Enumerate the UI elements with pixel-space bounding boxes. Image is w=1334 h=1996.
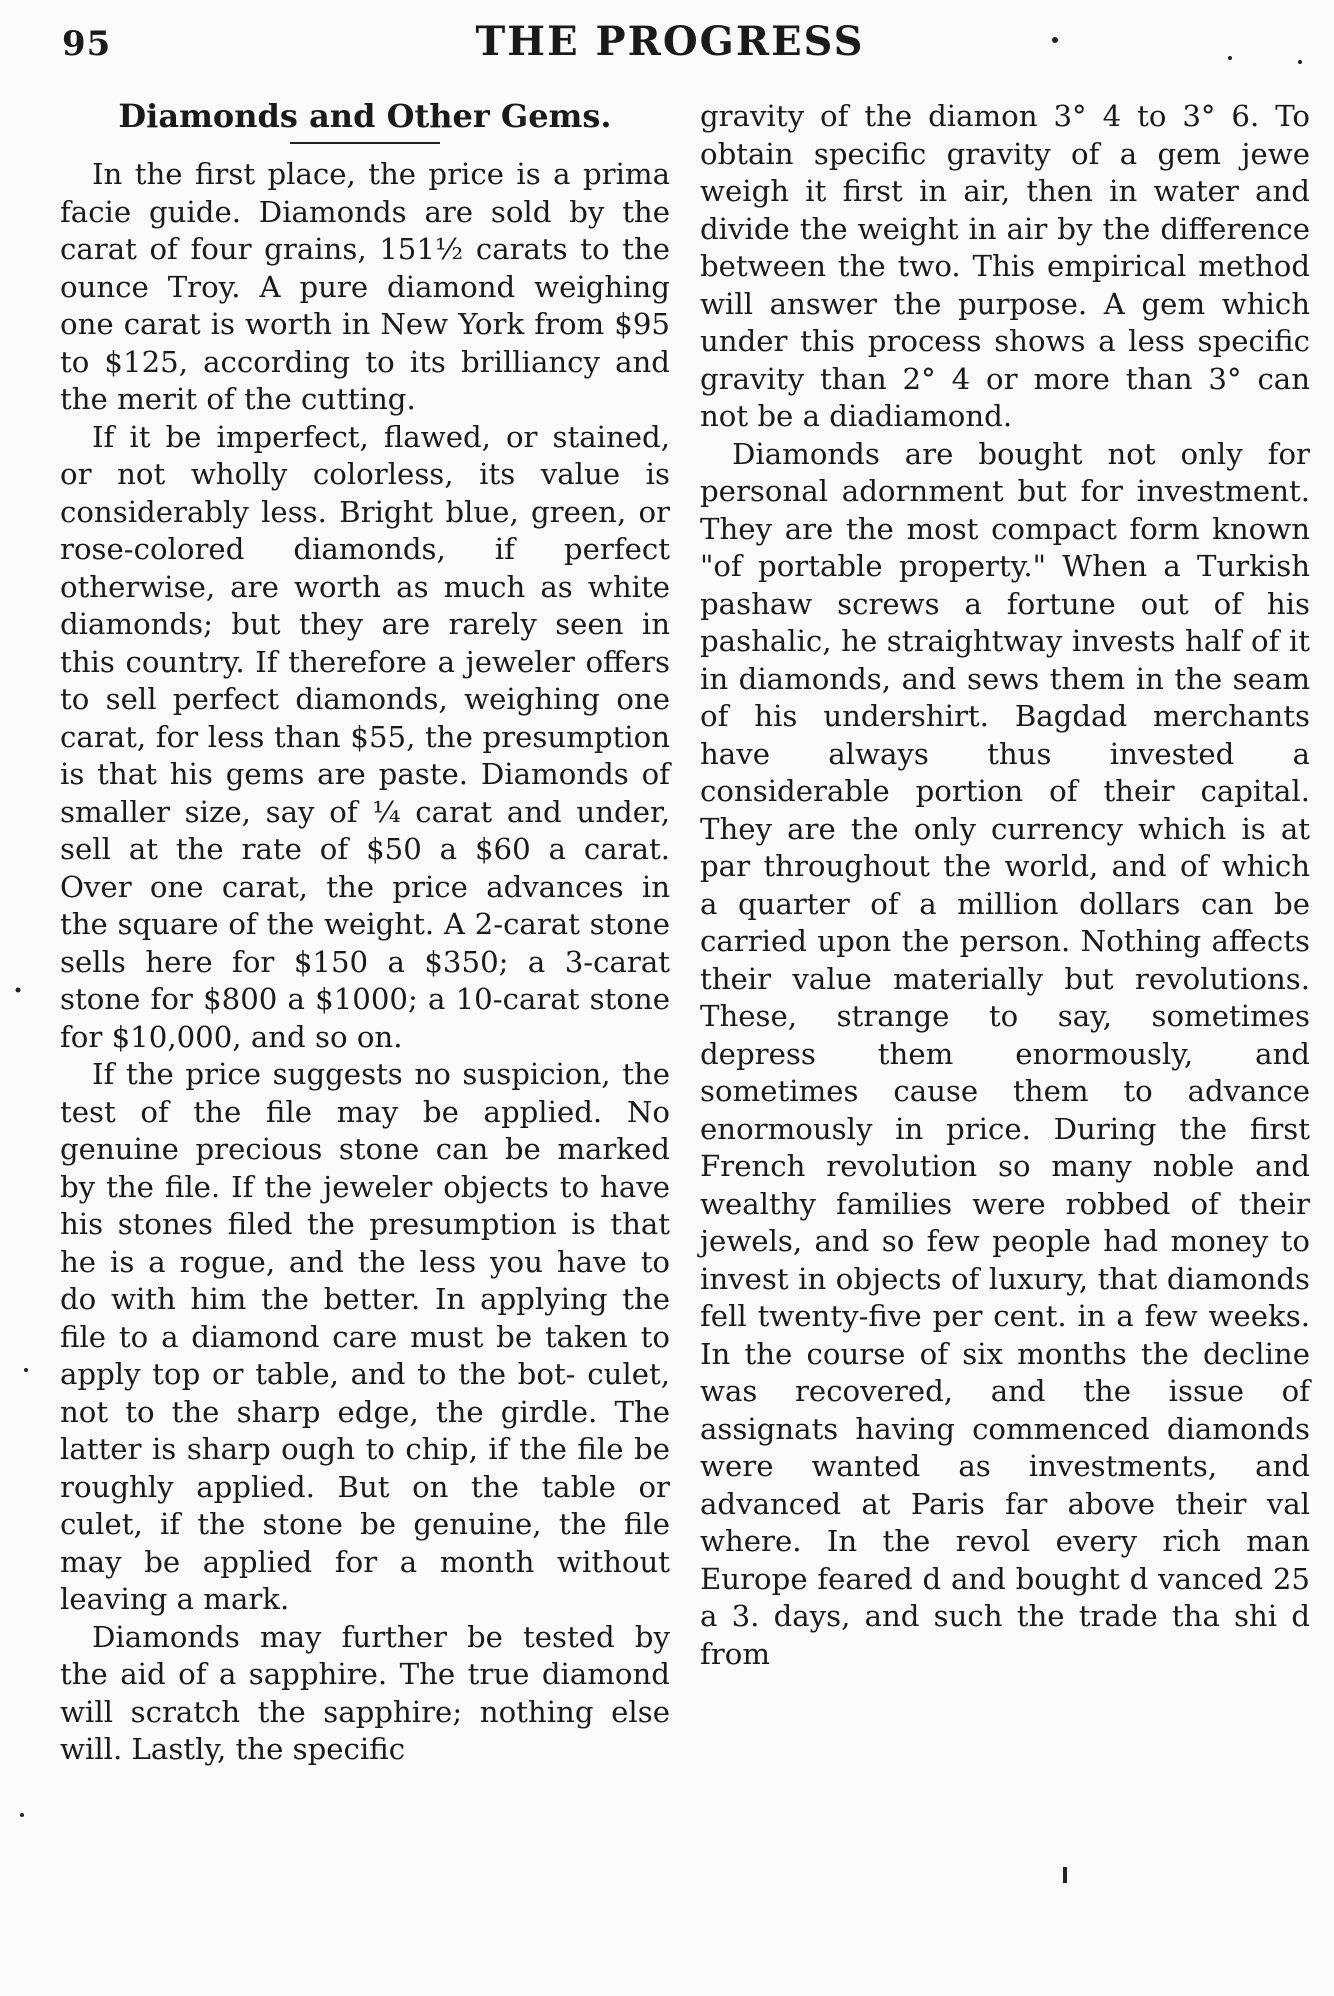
page-number: 95 (62, 24, 112, 64)
left-column (60, 98, 670, 1769)
paragraph-file-test: If the price suggests no suspicion, the test of the file may be applied. No genuine precious stone can be marked by the file. If the jeweler objects to have his stones filed the presumption is that he is a rogue, and the less you have to do with him the better. In applying the file to a diamond care must be taken to apply top or table, and to the bot- culet, not to the sharp edge, the girdle. The latter is sharp ough to chip, if the file be roughly applied. But on the table or culet, if the stone be genuine, the file may be applied for a month without leaving a mark. (60, 1057, 670, 1616)
right-column (700, 98, 1310, 1673)
running-title: THE PROGRESS (475, 18, 865, 65)
paragraph-specific-gravity: gravity of the diamon 3° 4 to 3° 6. To obtain specific gravity of a gem jewe weigh it first in air, then in water and divide the weight in air by the difference between the two. This empirical method will answer the purpose. A gem which under this process shows a less specific gravity than 2° 4 or more than 3° can not be a diadiamond. (700, 99, 1310, 433)
paragraph-price: In the first place, the price is a prima facie guide. Diamonds are sold by the carat of four grains, 151½ carats to the ounce Troy. A pure diamond weighing one carat is worth in New York from $95 to $125, according to its brilliancy and the merit of the cutting. (60, 157, 670, 416)
page-header (50, 18, 1290, 78)
paragraph-sapphire-test: Diamonds may further be tested by the aid of a sapphire. The true diamond will scratch the sapphire; nothing else will. Lastly, the specific (60, 1619, 670, 1766)
title-rule (290, 142, 440, 144)
paragraph-imperfect: If it be imperfect, flawed, or stained, or not wholly colorless, its value is considerably less. Bright blue, green, or rose-colored diamonds, if perfect otherwise, are worth as much as white diamonds; but they are rarely seen in this country. If therefore a jeweler offers to sell perfect diamonds, weighing one carat, for less than $55, the presumption is that his gems are paste. Diamonds of smaller size, say of ¼ carat and under, sell at the rate of $50 a $60 a carat. Over one carat, the price advances in the square of the weight. A 2-carat stone sells here for $150 a $350; a 3-carat stone for $800 a $1000; a 10-carat stone for $10,000, and so on. (60, 419, 670, 1054)
article-title: Diamonds and Other Gems. (118, 97, 612, 135)
paragraph-investment: Diamonds are bought not only for personal adornment but for investment. They are the most compact form known "of portable property." When a Turkish pashaw screws a fortune out of his pashalic, he straightway invests half of it in diamonds, and sews them in the seam of his undershirt. Bagdad merchants have always thus invested a considerable portion of their capital. They are the only currency which is at par throughout the world, and of which a quarter of a million dollars can be carried upon the person. Nothing affects their value materially but revolutions. These, strange to say, sometimes depress them enormously, and sometimes cause them to advance enormously in price. During the first French revolution so many noble and wealthy families were robbed of their jewels, and so few people had money to invest in objects of luxury, that diamonds fell twenty-five per cent. in a few weeks. In the course of six months the decline was recovered, and the issue of assignats having commenced diamonds were wanted as investments, and advanced at Paris far above their val where. In the revol every rich man Europe feared d and bought d vanced 25 a 3. days, and such the trade tha shi d from (700, 436, 1310, 1671)
